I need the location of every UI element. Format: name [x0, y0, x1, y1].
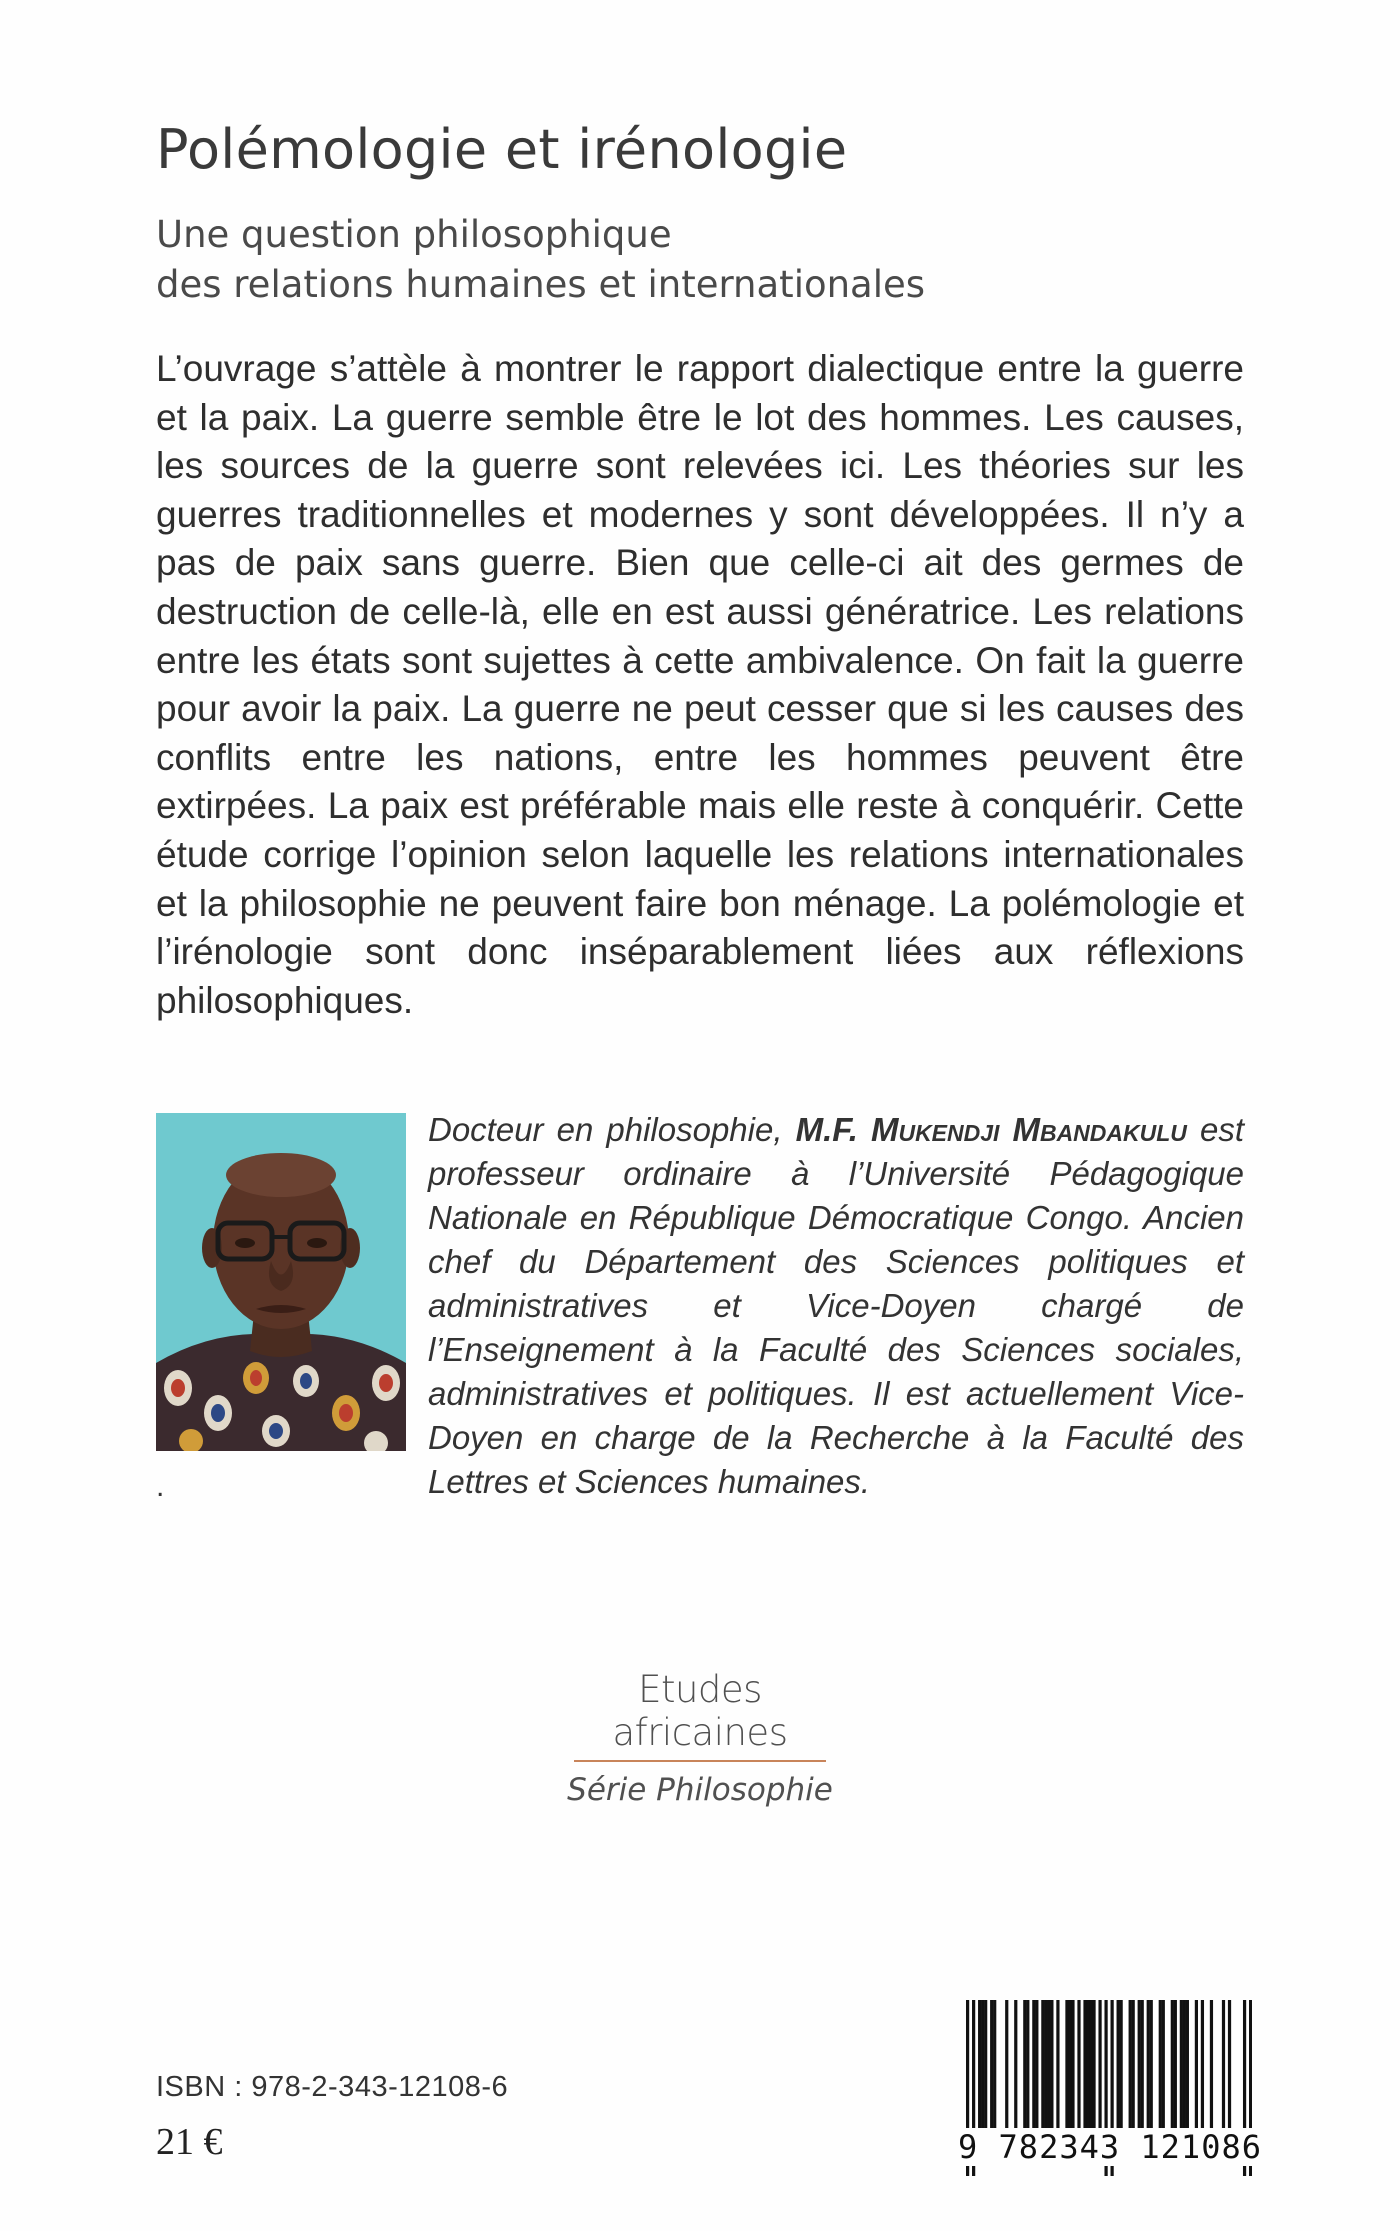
author-bio [428, 1108, 1244, 1504]
barcode-bar [1026, 2000, 1029, 2132]
barcode-bar [1086, 2000, 1089, 2132]
barcode-bar [1071, 2000, 1074, 2132]
barcode-bar [1068, 2000, 1071, 2132]
barcode-bar [1180, 2000, 1183, 2132]
barcode-bar [1171, 2000, 1174, 2132]
barcode-bar [1228, 2000, 1231, 2132]
series-subseries: Série Philosophie [567, 1772, 833, 1808]
subtitle-line-1: Une question philosophique [156, 213, 672, 256]
author-bio-text: est professeur ordinaire à l’Université Pédagogique Nationale en République Démocratique Congo. Ancien chef du Département des Sciences politiques et administratives et Vice-Doyen chargé de l’Enseignement à la Faculté des Sciences sociales, administratives et politiques. Il est actuellement Vice-Doyen en charge de la Recherche à la Faculté des Lettres et Sciences humaines. [428, 1111, 1244, 1500]
book-subtitle [156, 210, 1256, 310]
barcode-bar [1083, 2000, 1086, 2132]
barcode-bar [1092, 2000, 1095, 2132]
barcode-bar [1065, 2000, 1068, 2132]
barcode-bar [1132, 2000, 1135, 2132]
barcode-bar [981, 2000, 984, 2132]
author-portrait-image [156, 1113, 406, 1451]
barcode-bar [993, 2000, 996, 2132]
book-title: Polémologie et irénologie [156, 118, 848, 181]
barcode-bar [1047, 2000, 1050, 2132]
series-divider [574, 1760, 826, 1762]
subtitle-line-2: des relations humaines et internationales [156, 263, 926, 306]
barcode-bar [1035, 2000, 1038, 2132]
trailing-dot: . [156, 1470, 165, 1503]
author-bio-prefix: Docteur en philosophie, [428, 1111, 796, 1148]
series-name: Etudes africaines [612, 1668, 788, 1754]
isbn-text: ISBN : 978-2-343-12108-6 [156, 2071, 509, 2103]
barcode-bar [1159, 2000, 1162, 2132]
barcode-bar [1147, 2000, 1150, 2132]
barcode-digits: 9 782343 121086 [958, 2128, 1262, 2166]
barcode-bar [984, 2000, 987, 2132]
barcode-bar [1120, 2000, 1123, 2132]
barcode-bar [1077, 2000, 1080, 2132]
barcode-bar [1032, 2000, 1035, 2132]
barcode-bar [1089, 2000, 1092, 2132]
barcode-bar [1098, 2000, 1101, 2132]
barcode-bar [990, 2000, 993, 2132]
barcode-bar [1056, 2000, 1059, 2132]
barcode-bar [1044, 2000, 1047, 2132]
barcode-bar [1129, 2000, 1132, 2132]
author-photo [156, 1113, 406, 1451]
barcode-bar [1138, 2000, 1141, 2132]
barcode-bar [1041, 2000, 1044, 2132]
barcode-bar [1201, 2000, 1204, 2132]
barcode-bar [1141, 2000, 1144, 2132]
book-blurb: L’ouvrage s’attèle à montrer le rapport dialectique entre la guerre et la paix. La guerre semble être le lot des hommes. Les causes, les sources de la guerre sont relevées ici. Les théories sur les guerres traditionnelles et modernes y sont développées. Il n’y a pas de paix sans guerre. Bien que celle-ci ait des germes de destruction de celle-là, elle en est aussi génératrice. Les relations entre les états sont sujettes à cette ambivalence. On fait la guerre pour avoir la paix. La guerre ne peut cesser que si les causes des conflits entre les nations, entre les hommes peuvent être extirpées. La paix est préférable mais elle reste à conquérir. Cette étude corrige l’opinion selon laquelle les relations internationales et la philosophie ne peuvent faire bon ménage. La polémologie et l’irénologie sont donc inséparablement liées aux réflexions philosophiques. [156, 348, 1244, 1021]
price-text: 21 € [156, 2121, 223, 2163]
author-name: M.F. Mukendji Mbandakulu [795, 1111, 1187, 1148]
barcode-bar [1210, 2000, 1213, 2132]
barcode-bar [978, 2000, 981, 2132]
barcode-bar [1023, 2000, 1026, 2132]
barcode-bar [1005, 2000, 1008, 2132]
barcode-bar [1014, 2000, 1017, 2132]
barcode-bar [1150, 2000, 1153, 2132]
barcode-bar [1183, 2000, 1186, 2132]
series-logo [560, 1668, 840, 1808]
barcode-bar [1050, 2000, 1053, 2132]
barcode-bar [1222, 2000, 1225, 2132]
barcode-bar [1162, 2000, 1165, 2132]
barcode-bar [1117, 2000, 1120, 2132]
barcode-bar [1186, 2000, 1189, 2132]
barcode-bar [1174, 2000, 1177, 2132]
barcode-bar [1195, 2000, 1198, 2132]
